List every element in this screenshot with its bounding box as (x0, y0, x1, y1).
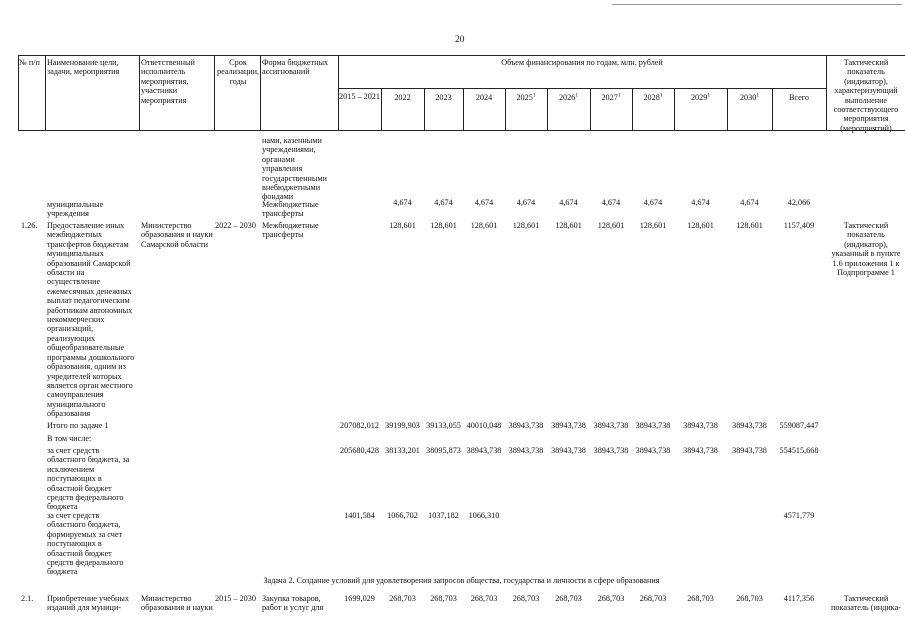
col-border (260, 55, 261, 131)
municipal-value-5: 4,674 (559, 198, 578, 207)
row-126-value-10: 1157,409 (783, 221, 815, 230)
municipal-name: муниципальные учреждения (47, 200, 104, 219)
row-126-form: Межбюджетные трансферты (262, 221, 319, 240)
year-header-7: 2028$^1$ (643, 92, 663, 102)
row-21-executor: Министерство образования и науки (141, 594, 213, 613)
regional-value-3: 38943,738 (466, 446, 502, 455)
municipal-form: Межбюджетные трансферты (262, 200, 319, 219)
page-number: 20 (455, 35, 465, 45)
row-126-value-7: 128,601 (639, 221, 667, 230)
regional-value-5: 38943,738 (551, 446, 586, 455)
year-header-1: 2022 (394, 93, 411, 102)
regional-value-9: 38943,738 (732, 446, 767, 455)
total-value-0: 207082,012 (340, 421, 379, 430)
col-border (826, 55, 827, 131)
row-126-value-6: 128,601 (597, 221, 625, 230)
row-126-value-1: 128,601 (389, 221, 416, 230)
row-21-name: Приобретение учебных изданий для муници- (47, 594, 130, 613)
federal-value-2: 1037,182 (428, 511, 459, 520)
row-21-num: 2.1. (21, 594, 34, 603)
total-value-9: 38943,738 (732, 421, 767, 430)
municipal-value-9: 4,674 (740, 198, 759, 207)
row-21-value-3: 268,703 (470, 594, 498, 603)
federal-name: за счет средств областного бюджета, формируемых за счет поступающих в областной бюджет средств федерального бюджета (47, 511, 124, 577)
row-126-executor: Министерство образования и науки Самарской области (141, 221, 213, 249)
total-value-2: 39133,055 (426, 421, 461, 430)
row-126-term: 2022 – 2030 (215, 221, 256, 230)
incl-label: В том числе: (47, 434, 92, 443)
total-value-6: 38943,738 (593, 421, 629, 430)
footnote-mark: 1 (659, 92, 663, 99)
row-21-value-9: 268,703 (736, 594, 763, 603)
footnote-mark: 1 (707, 92, 711, 99)
row-126-value-2: 128,601 (430, 221, 457, 230)
regional-value-8: 38943,738 (683, 446, 718, 455)
task2-title: Задача 2. Создание условий для удовлетворения запросов общества, государства и личности в сфере образования (263, 576, 660, 585)
row-21-value-2: 268,703 (430, 594, 457, 603)
cont-form: нами, казенными учреждениями, органами управления государственными внебюджетными фондами (262, 136, 327, 202)
federal-value-1: 1066,702 (387, 511, 418, 520)
federal-value-0: 1401,584 (344, 511, 375, 520)
year-header-0: 2015 – 2021 (339, 92, 380, 101)
total-value-5: 38943,738 (551, 421, 586, 430)
footnote-mark: 1 (756, 92, 760, 99)
year-header-9: 2030$^1$ (739, 92, 760, 102)
footnote-mark: 1 (575, 92, 579, 99)
row-21-indicator: Тактический показатель (индика- (831, 594, 901, 613)
footnote-mark: 1 (617, 92, 621, 99)
row-21-form: Закупка товаров, работ и услуг для (262, 594, 324, 613)
row-21-value-10: 4117,356 (783, 594, 815, 603)
regional-name: за счет средств областного бюджета, за исключением поступающих в областной бюджет средств федерального бюджета (47, 446, 130, 512)
year-header-8: 2029$^1$ (690, 92, 711, 102)
header-indicator: Тактический показатель (индикатор), характеризующий выполнение соответствующего мероприятия (мероприятий) (833, 58, 899, 133)
year-header-5: 2026$^1$ (558, 92, 579, 102)
total-value-1: 39199,903 (385, 421, 420, 430)
header-funding: Объем финансирования по годам, млн. рублей (501, 58, 663, 67)
header-term: Срок реализации, годы (216, 58, 260, 86)
row-21-value-7: 268,703 (639, 594, 667, 603)
municipal-value-8: 4,674 (691, 198, 710, 207)
row-21-value-6: 268,703 (597, 594, 625, 603)
header-name: Наименование цели, задачи, мероприятия (47, 58, 120, 77)
year-header-10: Всего (788, 93, 810, 102)
row-126-num: 1.26. (21, 221, 38, 230)
total-name: Итого по задаче 1 (47, 421, 109, 430)
regional-value-1: 38133,201 (385, 446, 420, 455)
col-border (214, 55, 215, 131)
regional-value-10: 554515,668 (779, 446, 819, 455)
regional-value-0: 205680,428 (340, 446, 379, 455)
year-header-4: 2025$^1$ (516, 92, 536, 102)
federal-value-10: 4571,779 (783, 511, 815, 520)
municipal-value-10: 42,066 (787, 198, 811, 207)
row-126-value-9: 128,601 (736, 221, 763, 230)
row-126-value-3: 128,601 (470, 221, 498, 230)
header-executor: Ответственный исполнитель мероприятия, участники мероприятия (141, 58, 195, 105)
years-top-border (338, 88, 826, 89)
year-header-3: 2024 (475, 93, 493, 102)
municipal-value-4: 4,674 (516, 198, 536, 207)
municipal-value-1: 4,674 (393, 198, 412, 207)
col-border (45, 55, 46, 131)
municipal-value-3: 4,674 (474, 198, 494, 207)
row-21-value-0: 1699,029 (344, 594, 375, 603)
row-126-value-4: 128,601 (512, 221, 540, 230)
row-126-value-5: 128,601 (555, 221, 582, 230)
top-rule (612, 4, 902, 5)
total-value-7: 38943,738 (635, 421, 671, 430)
total-value-4: 38943,738 (508, 421, 544, 430)
row-21-value-1: 268,703 (389, 594, 416, 603)
row-21-value-5: 268,703 (555, 594, 582, 603)
header-num: № п/п (19, 58, 40, 67)
row-21-value-8: 268,703 (687, 594, 714, 603)
regional-value-2: 38095,873 (426, 446, 461, 455)
header-form: Форма бюджетных ассигнований (262, 58, 329, 77)
col-border (139, 55, 140, 131)
footnote-mark: 1 (532, 92, 536, 99)
row-21-value-4: 268,703 (512, 594, 540, 603)
municipal-value-2: 4,674 (434, 198, 453, 207)
total-value-10: 559087,447 (779, 421, 819, 430)
regional-value-6: 38943,738 (593, 446, 629, 455)
federal-value-3: 1066,310 (468, 511, 500, 520)
municipal-value-7: 4,674 (643, 198, 663, 207)
row-126-indicator: Тактический показатель (индикатор), указанный в пункте 1.6 приложения 1 к Подпрограмме 1 (831, 221, 901, 278)
table-top-border (18, 55, 905, 56)
row-126-value-8: 128,601 (687, 221, 714, 230)
regional-value-7: 38943,738 (635, 446, 671, 455)
municipal-value-6: 4,674 (601, 198, 621, 207)
row-21-term: 2015 – 2030 (215, 594, 256, 603)
regional-value-4: 38943,738 (508, 446, 544, 455)
row-126-name: Предоставление иных межбюджетных трансфертов бюджетам муниципальных образований Самарской области на осуществление ежемесячных денежных выплат педагогическим работникам автономных некоммерческих организаций, реализующих общеобразовательные программы дошкольного образования, одним из учредителей которых является орган местного самоуправления муниципального образования (47, 221, 135, 419)
total-value-8: 38943,738 (683, 421, 718, 430)
year-header-2: 2023 (435, 93, 452, 102)
total-value-3: 40010,048 (466, 421, 502, 430)
year-header-6: 2027$^1$ (601, 92, 621, 102)
